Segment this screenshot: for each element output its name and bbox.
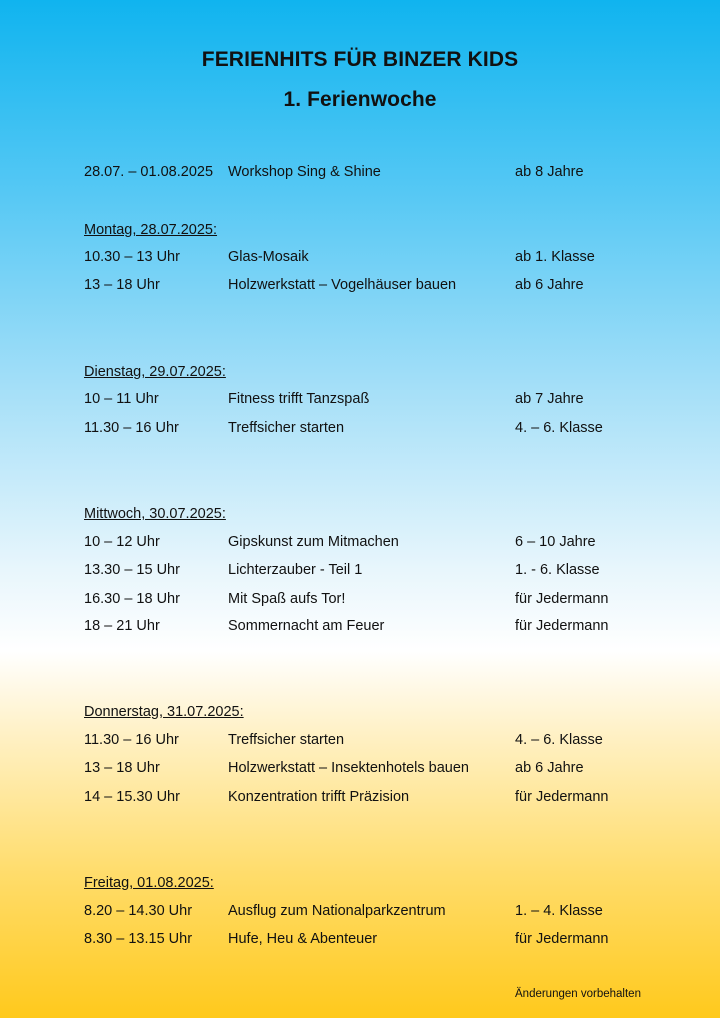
event-age: ab 1. Klasse — [515, 249, 595, 265]
day-heading-friday: Freitag, 01.08.2025: — [84, 875, 214, 891]
event-time: 16.30 – 18 Uhr — [84, 591, 180, 607]
workshop-row — [84, 161, 684, 183]
event-name: Treffsicher starten — [228, 732, 345, 748]
event-row — [84, 615, 684, 637]
page-subtitle: 1. Ferienwoche — [283, 88, 437, 111]
event-name: Gipskunst zum Mitmachen — [228, 534, 399, 550]
event-row — [84, 757, 684, 779]
event-name: Hufe, Heu & Abenteuer — [228, 931, 378, 947]
event-age: für Jedermann — [515, 591, 609, 607]
event-name: Sommernacht am Feuer — [228, 618, 385, 634]
event-age: 6 – 10 Jahre — [515, 534, 596, 550]
event-time: 8.20 – 14.30 Uhr — [84, 903, 193, 919]
day-heading-thursday: Donnerstag, 31.07.2025: — [84, 704, 244, 720]
event-time: 10.30 – 13 Uhr — [84, 249, 180, 265]
event-name: Fitness trifft Tanzspaß — [228, 391, 370, 407]
event-row — [84, 531, 684, 553]
event-age: 4. – 6. Klasse — [515, 732, 603, 748]
event-time: 11.30 – 16 Uhr — [84, 420, 179, 436]
event-name: Mit Spaß aufs Tor! — [228, 591, 346, 607]
event-age: für Jedermann — [515, 789, 609, 805]
event-row — [84, 786, 684, 808]
day-heading-tuesday: Dienstag, 29.07.2025: — [84, 364, 226, 380]
workshop-age: ab 8 Jahre — [515, 164, 584, 180]
footer-note: Änderungen vorbehalten — [515, 988, 641, 1000]
event-age: ab 6 Jahre — [515, 760, 584, 776]
event-row — [84, 588, 684, 610]
event-time: 8.30 – 13.15 Uhr — [84, 931, 193, 947]
event-time: 18 – 21 Uhr — [84, 618, 160, 634]
event-name: Ausflug zum Nationalparkzentrum — [228, 903, 446, 919]
event-row — [84, 246, 684, 268]
event-time: 13 – 18 Uhr — [84, 760, 160, 776]
event-time: 10 – 12 Uhr — [84, 534, 160, 550]
page-title: FERIENHITS FÜR BINZER KIDS — [201, 48, 519, 71]
day-heading-wednesday: Mittwoch, 30.07.2025: — [84, 506, 226, 522]
event-name: Holzwerkstatt – Vogelhäuser bauen — [228, 277, 457, 293]
event-row — [84, 388, 684, 410]
event-age: für Jedermann — [515, 618, 609, 634]
event-name: Lichterzauber - Teil 1 — [228, 562, 363, 578]
event-row — [84, 559, 684, 581]
event-row — [84, 274, 684, 296]
event-age: für Jedermann — [515, 931, 609, 947]
event-age: 4. – 6. Klasse — [515, 420, 603, 436]
event-row — [84, 900, 684, 922]
event-age: 1. – 4. Klasse — [515, 903, 603, 919]
event-age: ab 6 Jahre — [515, 277, 584, 293]
event-row — [84, 417, 684, 439]
day-heading-monday: Montag, 28.07.2025: — [84, 222, 218, 238]
workshop-name: Workshop Sing & Shine — [228, 164, 381, 180]
event-time: 10 – 11 Uhr — [84, 391, 159, 407]
workshop-time: 28.07. – 01.08.2025 — [84, 164, 214, 180]
event-name: Glas-Mosaik — [228, 249, 309, 265]
event-time: 13 – 18 Uhr — [84, 277, 160, 293]
event-time: 11.30 – 16 Uhr — [84, 732, 179, 748]
event-row — [84, 928, 684, 950]
event-name: Treffsicher starten — [228, 420, 345, 436]
event-age: 1. - 6. Klasse — [515, 562, 600, 578]
event-row — [84, 729, 684, 751]
event-age: ab 7 Jahre — [515, 391, 584, 407]
event-time: 13.30 – 15 Uhr — [84, 562, 180, 578]
event-time: 14 – 15.30 Uhr — [84, 789, 180, 805]
event-name: Konzentration trifft Präzision — [228, 789, 410, 805]
event-name: Holzwerkstatt – Insektenhotels bauen — [228, 760, 469, 776]
